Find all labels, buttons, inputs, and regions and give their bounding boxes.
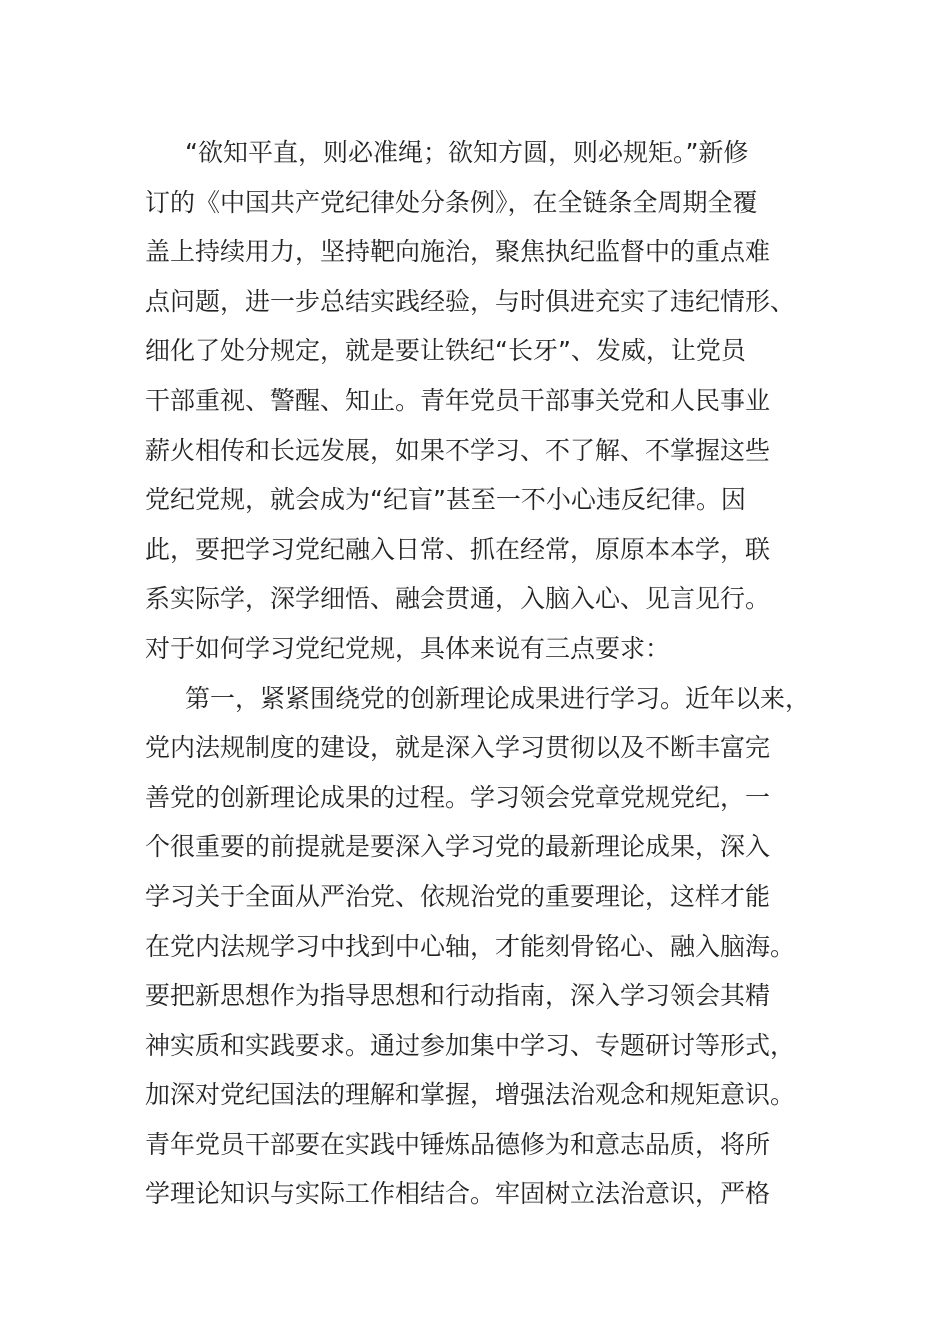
paragraph-line: 加深对党纪国法的理解和掌握，增强法治观念和规矩意识。 [145, 1080, 796, 1110]
paragraph-line: 善党的创新理论成果的过程。学习领会党章党规党纪，一 [145, 782, 771, 812]
paragraph-line: 党内法规制度的建设，就是深入学习贯彻以及不断丰富完 [145, 733, 771, 763]
paragraph-line: 要把新思想作为指导思想和行动指南，深入学习领会其精 [145, 981, 771, 1011]
paragraph-line: 点问题，进一步总结实践经验，与时俱进充实了违纪情形、 [145, 286, 796, 316]
paragraph-line: 对于如何学习党纪党规，具体来说有三点要求： [145, 633, 671, 663]
paragraph-line: 学理论知识与实际工作相结合。牢固树立法治意识，严格 [145, 1179, 771, 1209]
paragraph-line: 在党内法规学习中找到中心轴，才能刻骨铭心、融入脑海。 [145, 931, 796, 961]
paragraph-line: “欲知平直，则必准绳；欲知方圆，则必规矩。”新修 [185, 138, 749, 167]
paragraph-line: 学习关于全面从严治党、依规治党的重要理论，这样才能 [145, 881, 771, 911]
paragraph-line: 第一，紧紧围绕党的创新理论成果进行学习。近年以来， [185, 683, 811, 713]
paragraph-line: 神实质和实践要求。通过参加集中学习、专题研讨等形式， [145, 1030, 796, 1060]
paragraph-line: 党纪党规，就会成为“纪盲”甚至一不小心违反纪律。因 [145, 485, 746, 515]
paragraph-line: 盖上持续用力，坚持靶向施治，聚焦执纪监督中的重点难 [145, 237, 771, 267]
paragraph-line: 薪火相传和长远发展，如果不学习、不了解、不掌握这些 [145, 435, 771, 465]
paragraph-line: 青年党员干部要在实践中锤炼品德修为和意志品质，将所 [145, 1129, 771, 1159]
paragraph-line: 细化了处分规定，就是要让铁纪“长牙”、发威，让党员 [145, 336, 746, 366]
paragraph-line: 干部重视、警醒、知止。青年党员干部事关党和人民事业 [145, 385, 771, 415]
paragraph-line: 个很重要的前提就是要深入学习党的最新理论成果，深入 [145, 832, 771, 862]
paragraph-line: 系实际学，深学细悟、融会贯通，入脑入心、见言见行。 [145, 584, 771, 614]
document-body [145, 128, 835, 1219]
paragraph-line: 此，要把学习党纪融入日常、抓在经常，原原本本学，联 [145, 534, 771, 564]
paragraph-line: 订的《中国共产党纪律处分条例》，在全链条全周期全覆 [145, 187, 758, 217]
